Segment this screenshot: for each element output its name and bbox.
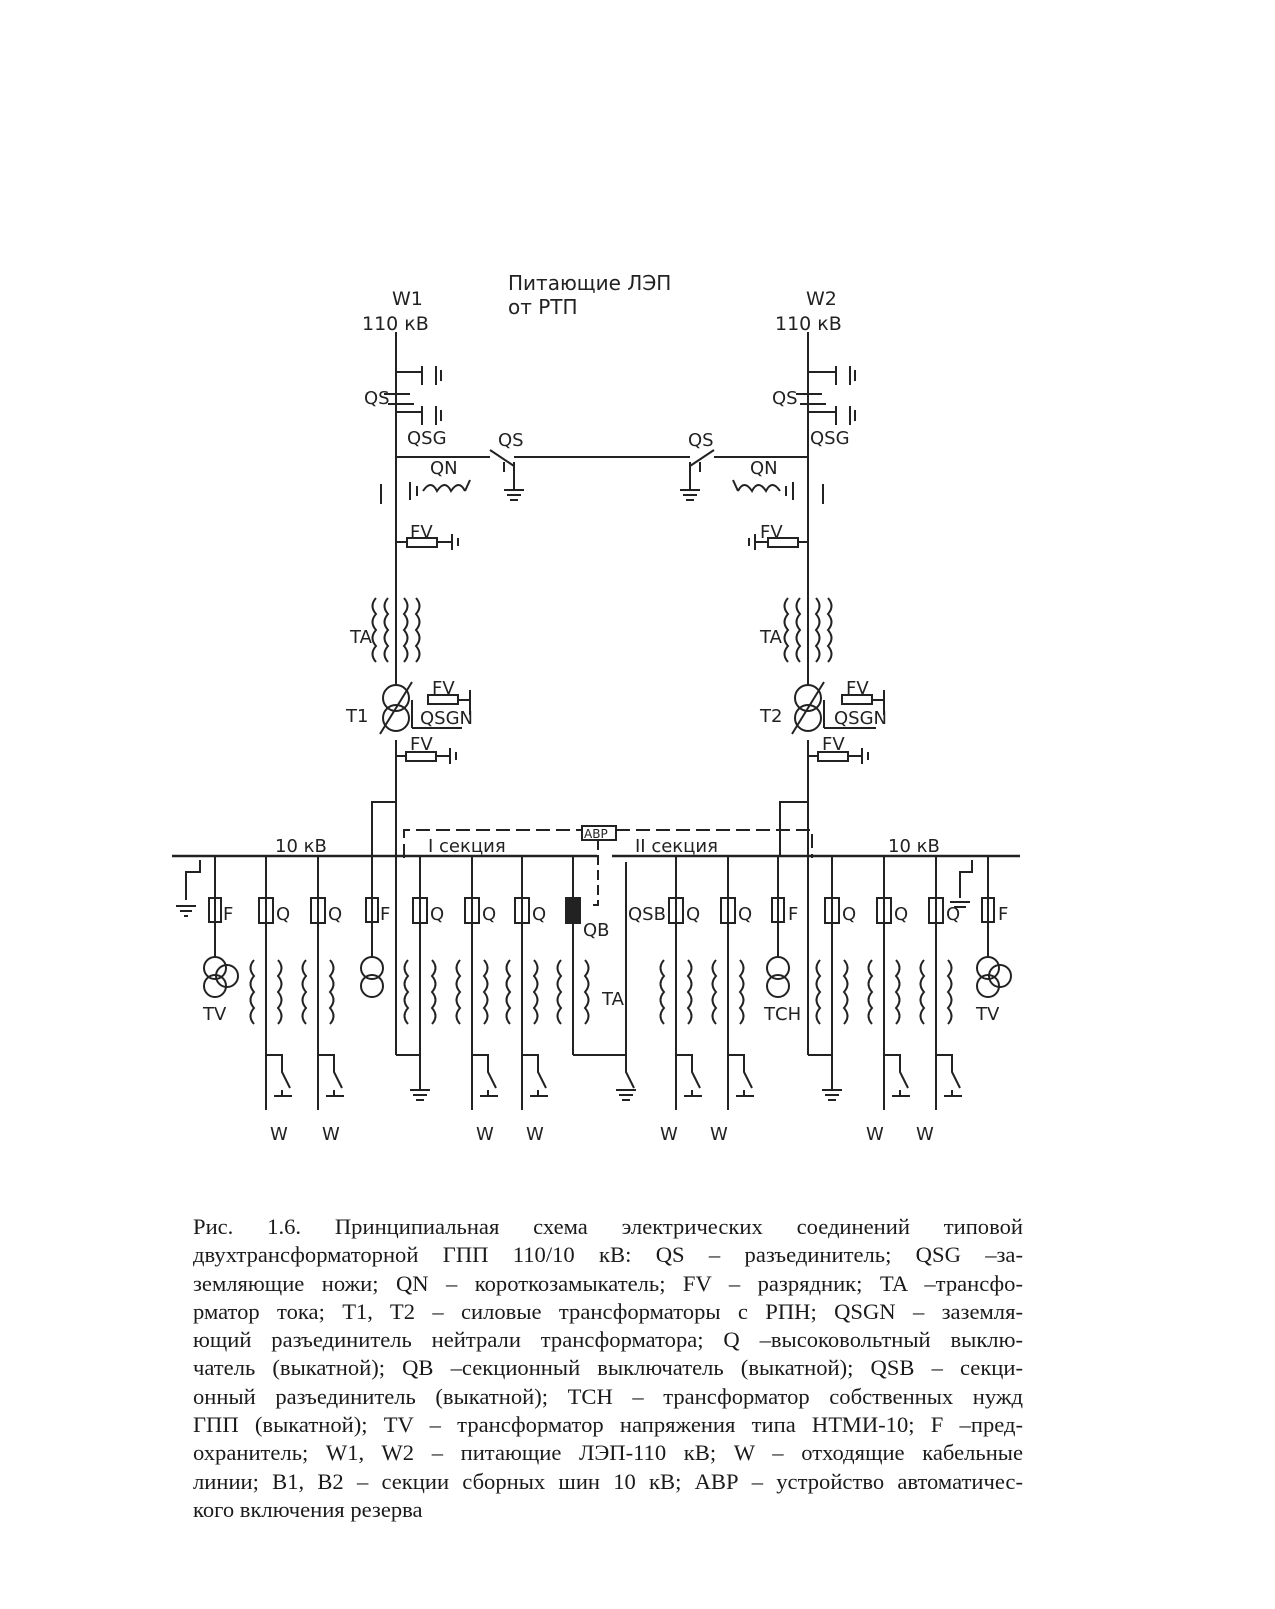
- caption-line-11: кого включения резерва: [193, 1496, 423, 1522]
- fv-label-left-3: FV: [410, 734, 433, 755]
- caption-line-3: земляющие ножи; QN – короткозамыкатель; FV – разрядник; TA –трансфо-: [193, 1270, 1023, 1296]
- qs-label-left: QS: [364, 388, 390, 409]
- qs-label-bridge-left: QS: [498, 430, 524, 451]
- section-1-label: I секция: [428, 836, 506, 857]
- qb-label: QB: [583, 920, 610, 941]
- q-label-s1-3: Q: [532, 904, 547, 925]
- q-label-s2-2: Q: [738, 904, 753, 925]
- qn-label-left: QN: [430, 458, 458, 479]
- t2-label: T2: [760, 706, 783, 727]
- ta-label-qb: TA: [602, 989, 624, 1010]
- qn-label-right: QN: [750, 458, 778, 479]
- w-label-s1-3: W: [526, 1124, 544, 1145]
- qs-label-bridge-right: QS: [688, 430, 714, 451]
- fv-label-right-3: FV: [822, 734, 845, 755]
- w-label-s2-5: W: [916, 1124, 934, 1145]
- figure-caption: [193, 1213, 1023, 1524]
- line-w2-label: W2: [806, 288, 837, 310]
- bridge-110kv: [396, 430, 808, 500]
- caption-line-2: двухтрансформаторной ГПП 110/10 кВ: QS – разъединитель; QSG –за-: [193, 1242, 1023, 1268]
- q-label-left-2: Q: [328, 904, 343, 925]
- avr-box-label: АВР: [584, 827, 608, 841]
- qs-label-right: QS: [772, 388, 798, 409]
- line-w1-label: W1: [392, 288, 423, 310]
- voltage-10kv-right: 10 кВ: [888, 836, 940, 857]
- w-label-left-2: W: [322, 1124, 340, 1145]
- f-label-tsn: F: [788, 904, 799, 925]
- fv-label-right-2: FV: [846, 678, 869, 699]
- bus-10kv: [172, 802, 1020, 905]
- q-label-s2-3: Q: [842, 904, 857, 925]
- q-label-s2-4: Q: [894, 904, 909, 925]
- caption-line-1: Рис. 1.6. Принципиальная схема электрических соединений типовой: [193, 1214, 1023, 1239]
- fv-label-left: FV: [410, 522, 433, 543]
- qsb-label: QSB: [628, 904, 666, 925]
- fv-label-left-2: FV: [432, 678, 455, 699]
- ta-label-left: TA: [350, 627, 372, 648]
- tv-label-right: TV: [976, 1004, 1000, 1025]
- caption-line-9: охранитель; W1, W2 – питающие ЛЭП-110 кВ; W – отходящие кабельные: [193, 1440, 1023, 1466]
- qsgn-label-right: QSGN: [834, 708, 888, 729]
- q-label-s1-1: Q: [430, 904, 445, 925]
- right-transformer-chain: [733, 332, 887, 1055]
- left-transformer-chain: [345, 332, 473, 1055]
- q-label-s2-5: Q: [946, 904, 961, 925]
- ta-label-right: TA: [760, 627, 782, 648]
- qsg-label-left: QSG: [407, 428, 447, 449]
- caption-line-8: ГПП (выкатной); TV – трансформатор напряжения типа НТМИ-10; F –пред-: [193, 1412, 1023, 1438]
- section-2-label: II секция: [635, 836, 718, 857]
- voltage-10kv-left: 10 кВ: [275, 836, 327, 857]
- tsn-label: ТСН: [764, 1004, 802, 1025]
- t1-label: T1: [346, 706, 369, 727]
- caption-line-10: линии; B1, B2 – секции сборных шин 10 кВ; АВР – устройство автоматичес-: [193, 1468, 1023, 1494]
- f-label-tv-right: F: [998, 904, 1009, 925]
- f-label-left-2: F: [380, 904, 391, 925]
- caption-line-5: ющий разъединитель нейтрали трансформатора; Q –высоковольтный выклю-: [193, 1327, 1023, 1353]
- w-label-left-1: W: [270, 1124, 288, 1145]
- caption-line-6: чатель (выкатной); QB –секционный выключатель (выкатной); QSB – секци-: [193, 1355, 1023, 1381]
- caption-line-4: рматор тока; T1, T2 – силовые трансформаторы с РПН; QSGN – заземля-: [193, 1298, 1023, 1324]
- q-label-left-1: Q: [276, 904, 291, 925]
- line-w1-voltage: 110 кВ: [362, 313, 429, 335]
- w-label-s2-1: W: [660, 1124, 678, 1145]
- supply-title-line1: Питающие ЛЭП: [508, 271, 672, 295]
- qsg-label-right: QSG: [810, 428, 850, 449]
- q-label-s1-2: Q: [482, 904, 497, 925]
- fv-label-right: FV: [760, 522, 783, 543]
- w-label-s1-2: W: [476, 1124, 494, 1145]
- f-label-tv-left: F: [223, 904, 234, 925]
- q-label-s2-1: Q: [686, 904, 701, 925]
- feeders: [176, 856, 1011, 1145]
- w-label-s2-4: W: [866, 1124, 884, 1145]
- supply-title-line2: от РТП: [508, 295, 578, 319]
- caption-line-7: онный разъединитель (выкатной); TCH – трансформатор собственных нужд: [193, 1383, 1023, 1409]
- tv-label-left: TV: [203, 1004, 227, 1025]
- w-label-s2-2: W: [710, 1124, 728, 1145]
- line-w2-voltage: 110 кВ: [775, 313, 842, 335]
- qsgn-label-left: QSGN: [420, 708, 474, 729]
